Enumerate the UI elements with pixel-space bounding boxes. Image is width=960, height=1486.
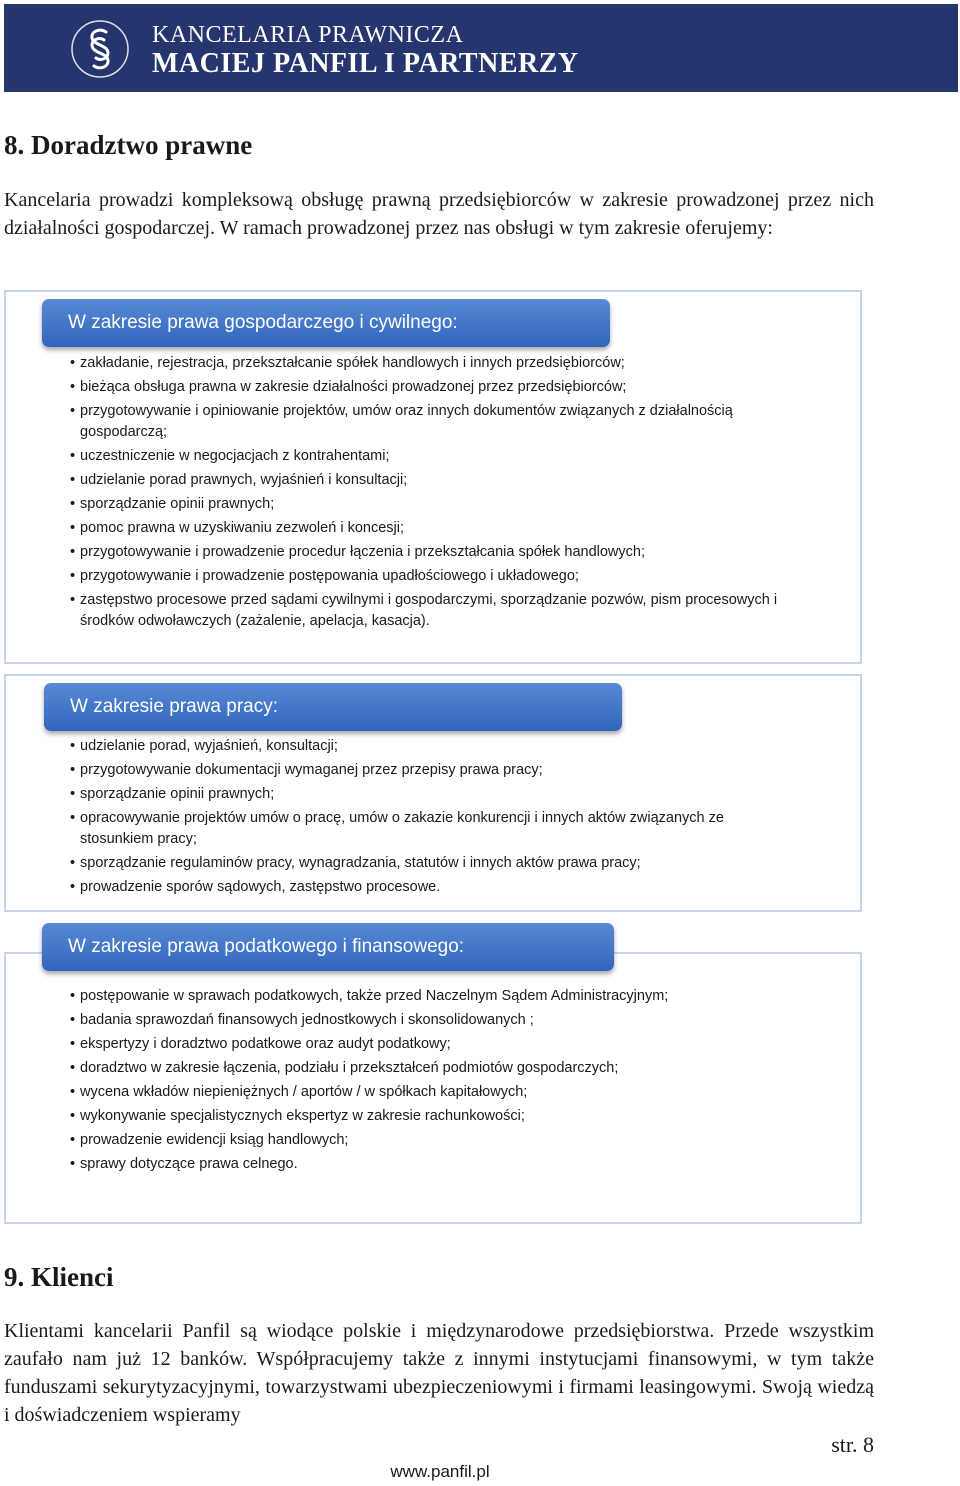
list-item: • przygotowywanie i opiniowanie projektów, umów oraz innych dokumentów związanych z działalnością gospodarczą; (70, 401, 790, 443)
section-sign-logo-icon (70, 18, 130, 80)
list-item: • doradztwo w zakresie łączenia, podziału i przekształceń podmiotów gospodarczych; (70, 1058, 790, 1079)
list-item: • przygotowywanie i prowadzenie procedur łączenia i przekształcania spółek handlowych; (70, 542, 790, 563)
list-item: • sporządzanie regulaminów pracy, wynagradzania, statutów i innych aktów prawa pracy; (70, 853, 790, 874)
section-9-text: Klientami kancelarii Panfil są wiodące polskie i międzynarodowe przedsiębiorstwa. Przede wszystkim zaufało nam już 12 banków. Współpracujemy także z innymi instytucjami finansowymi, w tym także funduszami sekurytyzacyjnymi, towarzystwami ubezpieczeniowymi i firmami leasingowymi. Swoją wiedzą i doświadczeniem wspieramy (4, 1320, 874, 1426)
section-8-intro: Kancelaria prowadzi kompleksową obsługę prawną przedsiębiorców w zakresie prowadzonej przez nich działalności gospodarczej. W ramach prowadzonej przez nas obsługi w tym zakresie oferujemy: (4, 189, 874, 239)
section-8-title: 8. Doradztwo prawne (4, 130, 253, 160)
list-item: • wycena wkładów niepieniężnych / aportów / w spółkach kapitałowych; (70, 1082, 790, 1103)
list-item: • uczestniczenie w negocjacjach z kontrahentami; (70, 446, 790, 467)
section-9-title: 9. Klienci (4, 1262, 114, 1292)
tax-finance-law-list (70, 986, 790, 1175)
brand-line-2: MACIEJ PANFIL I PARTNERZY (152, 48, 579, 79)
list-item: • opracowywanie projektów umów o pracę, umów o zakazie konkurencji i innych aktów związanych ze stosunkiem pracy; (70, 808, 790, 850)
panel-title-labour-law: W zakresie prawa pracy: (44, 683, 622, 731)
list-item: • badania sprawozdań finansowych jednostkowych i skonsolidowanych ; (70, 1010, 790, 1031)
footer-website-link[interactable]: www.panfil.pl (390, 1462, 490, 1481)
letterhead-banner (4, 4, 958, 92)
list-item: • przygotowywanie dokumentacji wymaganej przez przepisy prawa pracy; (70, 760, 790, 781)
list-item: • prowadzenie sporów sądowych, zastępstwo procesowe. (70, 877, 790, 898)
list-item: • bieżąca obsługa prawna w zakresie działalności prowadzonej przez przedsiębiorców; (70, 377, 790, 398)
brand-line-1: KANCELARIA PRAWNICZA (152, 22, 464, 48)
labour-law-list (70, 736, 790, 898)
list-item: • postępowanie w sprawach podatkowych, także przed Naczelnym Sądem Administracyjnym; (70, 986, 790, 1007)
list-item: • zastępstwo procesowe przed sądami cywilnymi i gospodarczymi, sporządzanie pozwów, pism procesowych i środków odwoławczych (zażalenie, apelacja, kasacja). (70, 590, 790, 632)
panel-title-commercial-civil-law: W zakresie prawa gospodarczego i cywilnego: (42, 299, 610, 347)
list-item: • pomoc prawna w uzyskiwaniu zezwoleń i koncesji; (70, 518, 790, 539)
list-item: • prowadzenie ewidencji ksiąg handlowych; (70, 1130, 790, 1151)
list-item: • przygotowywanie i prowadzenie postępowania upadłościowego i układowego; (70, 566, 790, 587)
list-item: • sporządzanie opinii prawnych; (70, 494, 790, 515)
list-item: • sprawy dotyczące prawa celnego. (70, 1154, 790, 1175)
panel-title-tax-finance-law: W zakresie prawa podatkowego i finansowego: (42, 923, 614, 971)
page-number: str. 8 (831, 1432, 874, 1457)
list-item: • zakładanie, rejestracja, przekształcanie spółek handlowych i innych przedsiębiorców; (70, 353, 790, 374)
list-item: • wykonywanie specjalistycznych ekspertyz w zakresie rachunkowości; (70, 1106, 790, 1127)
list-item: • udzielanie porad, wyjaśnień, konsultacji; (70, 736, 790, 757)
list-item: • ekspertyzy i doradztwo podatkowe oraz audyt podatkowy; (70, 1034, 790, 1055)
list-item: • udzielanie porad prawnych, wyjaśnień i konsultacji; (70, 470, 790, 491)
list-item: • sporządzanie opinii prawnych; (70, 784, 790, 805)
commercial-civil-law-list (70, 353, 790, 632)
